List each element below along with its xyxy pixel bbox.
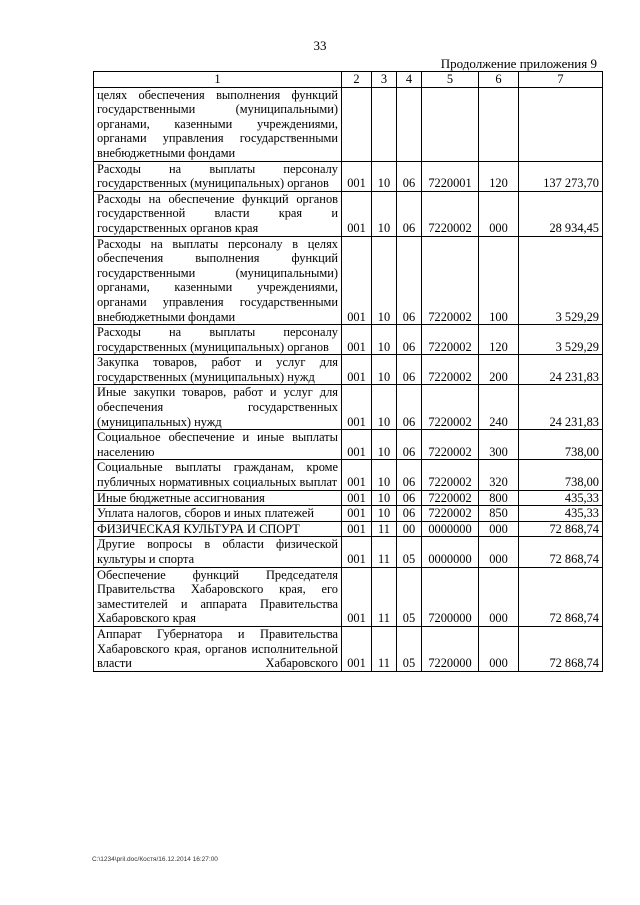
cell-subsection: 06 bbox=[397, 325, 422, 355]
cell-subsection: 05 bbox=[397, 626, 422, 671]
row-name: Уплата налогов, сборов и иных платежей bbox=[94, 506, 342, 522]
table-row bbox=[94, 236, 603, 325]
cell-target: 7220002 bbox=[422, 490, 479, 506]
cell-type: 120 bbox=[479, 161, 519, 191]
table-row bbox=[94, 521, 603, 537]
cell-target: 7220002 bbox=[422, 355, 479, 385]
table-row bbox=[94, 325, 603, 355]
cell-subsection: 06 bbox=[397, 236, 422, 325]
cell-subsection: 06 bbox=[397, 460, 422, 490]
cell-section: 11 bbox=[372, 537, 397, 567]
table-row bbox=[94, 161, 603, 191]
cell-subsection: 06 bbox=[397, 385, 422, 430]
column-header: 1 bbox=[94, 72, 342, 88]
column-header: 3 bbox=[372, 72, 397, 88]
cell-amount: 435,33 bbox=[519, 506, 603, 522]
cell-section bbox=[372, 87, 397, 161]
cell-type: 000 bbox=[479, 537, 519, 567]
cell-type: 240 bbox=[479, 385, 519, 430]
cell-section: 10 bbox=[372, 506, 397, 522]
cell-target: 7220002 bbox=[422, 325, 479, 355]
row-name: Социальные выплаты гражданам, кроме публичных нормативных социальных выплат bbox=[94, 460, 342, 490]
row-name: Расходы на обеспечение функций органов государственной власти края и государственных органов края bbox=[94, 191, 342, 236]
row-name: ФИЗИЧЕСКАЯ КУЛЬТУРА И СПОРТ bbox=[94, 521, 342, 537]
cell-amount: 738,00 bbox=[519, 460, 603, 490]
cell-admin: 001 bbox=[342, 236, 372, 325]
cell-type: 000 bbox=[479, 567, 519, 626]
cell-section: 10 bbox=[372, 430, 397, 460]
continuation-label: Продолжение приложения 9 bbox=[440, 56, 597, 71]
cell-subsection: 06 bbox=[397, 490, 422, 506]
row-name: Аппарат Губернатора и Правительства Хабаровского края, органов исполнительной власти Хабаровского bbox=[94, 626, 342, 671]
cell-amount: 72 868,74 bbox=[519, 537, 603, 567]
cell-type: 200 bbox=[479, 355, 519, 385]
cell-amount: 72 868,74 bbox=[519, 626, 603, 671]
cell-amount: 24 231,83 bbox=[519, 385, 603, 430]
cell-admin: 001 bbox=[342, 567, 372, 626]
row-name: Обеспечение функций Председателя Правительства Хабаровского края, его заместителей и аппарата Правительства Хабаровского края bbox=[94, 567, 342, 626]
cell-type: 120 bbox=[479, 325, 519, 355]
row-name: Иные закупки товаров, работ и услуг для обеспечения государственных (муниципальных) нужд bbox=[94, 385, 342, 430]
cell-type: 000 bbox=[479, 521, 519, 537]
cell-admin: 001 bbox=[342, 325, 372, 355]
cell-type: 850 bbox=[479, 506, 519, 522]
cell-amount: 24 231,83 bbox=[519, 355, 603, 385]
cell-admin: 001 bbox=[342, 490, 372, 506]
cell-type: 100 bbox=[479, 236, 519, 325]
cell-section: 11 bbox=[372, 626, 397, 671]
cell-admin: 001 bbox=[342, 460, 372, 490]
cell-subsection: 06 bbox=[397, 161, 422, 191]
cell-subsection: 05 bbox=[397, 537, 422, 567]
page-number: 33 bbox=[313, 38, 327, 53]
cell-target: 7220002 bbox=[422, 430, 479, 460]
table-row bbox=[94, 460, 603, 490]
cell-admin: 001 bbox=[342, 191, 372, 236]
row-name: Расходы на выплаты персоналу государственных (муниципальных) органов bbox=[94, 161, 342, 191]
document-footer: C:\1234\pril.doc/Костя/16.12.2014 16:27:00 bbox=[92, 856, 218, 863]
row-name: Расходы на выплаты персоналу в целях обеспечения выполнения функций государственными (муниципальными) органами, казенными учреждениями, органами управления государственными внебюджетными фондами bbox=[94, 236, 342, 325]
cell-type: 300 bbox=[479, 430, 519, 460]
row-name: Расходы на выплаты персоналу государственных (муниципальных) органов bbox=[94, 325, 342, 355]
table-row bbox=[94, 490, 603, 506]
table-row bbox=[94, 567, 603, 626]
cell-admin: 001 bbox=[342, 385, 372, 430]
cell-subsection: 06 bbox=[397, 191, 422, 236]
cell-section: 11 bbox=[372, 521, 397, 537]
cell-admin: 001 bbox=[342, 430, 372, 460]
cell-section: 10 bbox=[372, 236, 397, 325]
row-name: целях обеспечения выполнения функций государственными (муниципальными) органами, казенными учреждениями, органами управления государственными внебюджетными фондами bbox=[94, 87, 342, 161]
cell-admin: 001 bbox=[342, 355, 372, 385]
row-name: Другие вопросы в области физической культуры и спорта bbox=[94, 537, 342, 567]
column-header: 4 bbox=[397, 72, 422, 88]
cell-subsection: 06 bbox=[397, 506, 422, 522]
cell-admin: 001 bbox=[342, 161, 372, 191]
column-header: 6 bbox=[479, 72, 519, 88]
cell-admin: 001 bbox=[342, 626, 372, 671]
cell-target: 0000000 bbox=[422, 537, 479, 567]
cell-subsection bbox=[397, 87, 422, 161]
table-row bbox=[94, 385, 603, 430]
cell-target: 7220001 bbox=[422, 161, 479, 191]
cell-type: 800 bbox=[479, 490, 519, 506]
cell-type bbox=[479, 87, 519, 161]
cell-subsection: 00 bbox=[397, 521, 422, 537]
cell-admin: 001 bbox=[342, 506, 372, 522]
cell-target: 7200000 bbox=[422, 567, 479, 626]
cell-section: 10 bbox=[372, 385, 397, 430]
cell-amount: 738,00 bbox=[519, 430, 603, 460]
cell-target: 7220002 bbox=[422, 506, 479, 522]
table-row bbox=[94, 191, 603, 236]
cell-amount: 3 529,29 bbox=[519, 325, 603, 355]
cell-amount bbox=[519, 87, 603, 161]
budget-table bbox=[93, 71, 603, 672]
cell-amount: 3 529,29 bbox=[519, 236, 603, 325]
cell-target bbox=[422, 87, 479, 161]
table-row bbox=[94, 626, 603, 671]
cell-amount: 28 934,45 bbox=[519, 191, 603, 236]
table-row bbox=[94, 537, 603, 567]
table-row bbox=[94, 355, 603, 385]
cell-amount: 435,33 bbox=[519, 490, 603, 506]
column-header: 5 bbox=[422, 72, 479, 88]
cell-subsection: 05 bbox=[397, 567, 422, 626]
cell-target: 7220002 bbox=[422, 236, 479, 325]
cell-admin: 001 bbox=[342, 537, 372, 567]
column-header: 2 bbox=[342, 72, 372, 88]
cell-subsection: 06 bbox=[397, 430, 422, 460]
row-name: Иные бюджетные ассигнования bbox=[94, 490, 342, 506]
cell-admin bbox=[342, 87, 372, 161]
cell-target: 7220000 bbox=[422, 626, 479, 671]
row-name: Социальное обеспечение и иные выплаты населению bbox=[94, 430, 342, 460]
cell-amount: 72 868,74 bbox=[519, 567, 603, 626]
row-name: Закупка товаров, работ и услуг для государственных (муниципальных) нужд bbox=[94, 355, 342, 385]
cell-target: 0000000 bbox=[422, 521, 479, 537]
cell-type: 320 bbox=[479, 460, 519, 490]
cell-target: 7220002 bbox=[422, 385, 479, 430]
table-row bbox=[94, 87, 603, 161]
cell-subsection: 06 bbox=[397, 355, 422, 385]
cell-section: 10 bbox=[372, 460, 397, 490]
table-row bbox=[94, 506, 603, 522]
cell-section: 11 bbox=[372, 567, 397, 626]
cell-section: 10 bbox=[372, 325, 397, 355]
cell-section: 10 bbox=[372, 490, 397, 506]
cell-target: 7220002 bbox=[422, 191, 479, 236]
header-row bbox=[94, 72, 603, 88]
cell-amount: 72 868,74 bbox=[519, 521, 603, 537]
cell-section: 10 bbox=[372, 191, 397, 236]
cell-type: 000 bbox=[479, 626, 519, 671]
cell-amount: 137 273,70 bbox=[519, 161, 603, 191]
cell-type: 000 bbox=[479, 191, 519, 236]
cell-section: 10 bbox=[372, 355, 397, 385]
table-row bbox=[94, 430, 603, 460]
cell-target: 7220002 bbox=[422, 460, 479, 490]
column-header: 7 bbox=[519, 72, 603, 88]
cell-admin: 001 bbox=[342, 521, 372, 537]
cell-section: 10 bbox=[372, 161, 397, 191]
